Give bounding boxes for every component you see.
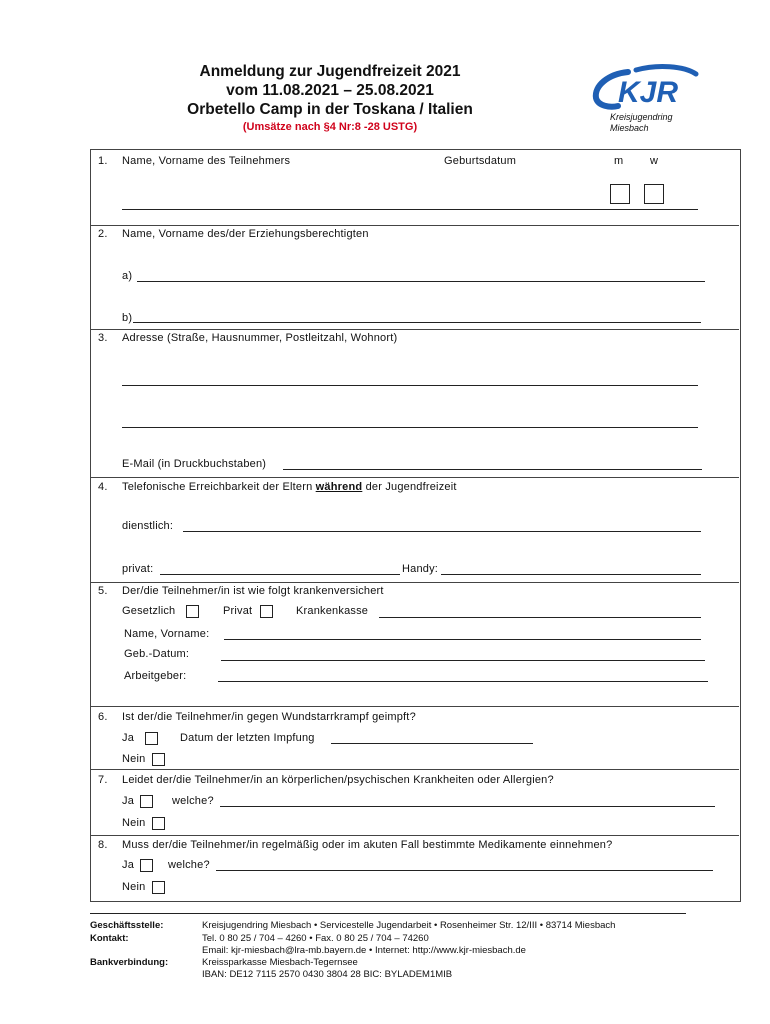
employer-label: Arbeitgeber: bbox=[124, 670, 187, 682]
footer-email: Email: kjr-miesbach@lra-mb.bayern.de • Internet: http://www.kjr-miesbach.de bbox=[202, 945, 526, 956]
phone-work-field[interactable] bbox=[183, 531, 701, 532]
kjr-logo bbox=[588, 62, 718, 140]
medication-no-checkbox[interactable] bbox=[152, 881, 165, 894]
section-3-number: 3. bbox=[98, 332, 108, 344]
medication-yes-checkbox[interactable] bbox=[140, 859, 153, 872]
tetanus-no-label: Nein bbox=[122, 753, 146, 765]
medication-which-field[interactable] bbox=[216, 870, 713, 871]
kjr-logo-mark-icon bbox=[588, 62, 718, 112]
section-divider bbox=[90, 769, 739, 770]
section-divider bbox=[90, 582, 739, 583]
illness-no-label: Nein bbox=[122, 817, 146, 829]
phone-private-label: privat: bbox=[122, 563, 154, 575]
gender-w-label: w bbox=[650, 155, 659, 167]
section-2-label: Name, Vorname des/der Erziehungsberechtigten bbox=[122, 228, 369, 240]
section-4-label: Telefonische Erreichbarkeit der Eltern während der Jugendfreizeit bbox=[122, 481, 457, 493]
section-divider bbox=[90, 835, 739, 836]
section-8-label: Muss der/die Teilnehmer/in regelmäßig oder im akuten Fall bestimmte Medikamente einnehmen? bbox=[122, 839, 613, 851]
private-insurance-checkbox[interactable] bbox=[260, 605, 273, 618]
employer-field[interactable] bbox=[218, 681, 708, 682]
email-label: E-Mail (in Druckbuchstaben) bbox=[122, 458, 267, 470]
insurer-label: Krankenkasse bbox=[296, 605, 369, 617]
private-insurance-label: Privat bbox=[223, 605, 253, 617]
footer-phone: Tel. 0 80 25 / 704 – 4260 • Fax. 0 80 25 / 704 – 74260 bbox=[202, 933, 429, 944]
tetanus-no-checkbox[interactable] bbox=[152, 753, 165, 766]
illness-yes-checkbox[interactable] bbox=[140, 795, 153, 808]
medication-no-label: Nein bbox=[122, 881, 146, 893]
gender-m-checkbox[interactable] bbox=[610, 184, 630, 204]
section-1-label: Name, Vorname des Teilnehmers bbox=[122, 155, 291, 167]
logo-text-line1: Kreisjugendring bbox=[610, 112, 673, 122]
birthdate-label: Geburtsdatum bbox=[444, 155, 517, 167]
section-divider bbox=[90, 329, 739, 330]
footer-bank-name: Kreissparkasse Miesbach-Tegernsee bbox=[202, 957, 358, 968]
address-line-1-field[interactable] bbox=[122, 385, 698, 386]
gender-w-checkbox[interactable] bbox=[644, 184, 664, 204]
section-divider bbox=[90, 706, 739, 707]
section-1-number: 1. bbox=[98, 155, 108, 167]
email-field[interactable] bbox=[283, 469, 702, 470]
insured-birthdate-label: Geb.-Datum: bbox=[124, 648, 190, 660]
statutory-checkbox[interactable] bbox=[186, 605, 199, 618]
guardian-a-label: a) bbox=[122, 270, 133, 282]
section-5-number: 5. bbox=[98, 585, 108, 597]
insurer-field[interactable] bbox=[379, 617, 701, 618]
tetanus-yes-checkbox[interactable] bbox=[145, 732, 158, 745]
footer-bank-key: Bankverbindung: bbox=[90, 957, 169, 968]
illness-no-checkbox[interactable] bbox=[152, 817, 165, 830]
medication-yes-label: Ja bbox=[122, 859, 135, 871]
illness-which-label: welche? bbox=[172, 795, 214, 807]
section-8-number: 8. bbox=[98, 839, 108, 851]
illness-yes-label: Ja bbox=[122, 795, 135, 807]
form-subtitle: (Umsätze nach §4 Nr:8 -28 USTG) bbox=[242, 121, 418, 133]
statutory-label: Gesetzlich bbox=[122, 605, 176, 617]
guardian-b-label: b) bbox=[122, 312, 133, 324]
insured-name-field[interactable] bbox=[224, 639, 701, 640]
section-7-label: Leidet der/die Teilnehmer/in an körperlichen/psychischen Krankheiten oder Allergien? bbox=[122, 774, 554, 786]
footer-contact-key: Kontakt: bbox=[90, 933, 129, 944]
section-divider bbox=[90, 225, 739, 226]
address-line-2-field[interactable] bbox=[122, 427, 698, 428]
footer-office-key: Geschäftsstelle: bbox=[90, 920, 164, 931]
logo-text-line2: Miesbach bbox=[610, 123, 649, 133]
footer-rule bbox=[90, 913, 686, 914]
phone-work-label: dienstlich: bbox=[122, 520, 174, 532]
form-dates: vom 11.08.2021 – 25.08.2021 bbox=[226, 82, 434, 99]
section-2-number: 2. bbox=[98, 228, 108, 240]
section-7-number: 7. bbox=[98, 774, 108, 786]
medication-which-label: welche? bbox=[168, 859, 210, 871]
guardian-b-field[interactable] bbox=[133, 322, 701, 323]
footer-iban: IBAN: DE12 7115 2570 0430 3804 28 BIC: BYLADEM1MIB bbox=[202, 969, 453, 980]
vaccination-date-field[interactable] bbox=[331, 743, 533, 744]
insured-birthdate-field[interactable] bbox=[221, 660, 705, 661]
footer-office-value: Kreisjugendring Miesbach • Servicestelle Jugendarbeit • Rosenheimer Str. 12/III • 83714 Miesbach bbox=[202, 920, 616, 931]
form-title: Anmeldung zur Jugendfreizeit 2021 bbox=[199, 63, 461, 80]
illness-which-field[interactable] bbox=[220, 806, 715, 807]
gender-m-label: m bbox=[614, 155, 624, 167]
vaccination-date-label: Datum der letzten Impfung bbox=[180, 732, 315, 744]
mobile-label: Handy: bbox=[402, 563, 439, 575]
form-frame bbox=[90, 149, 741, 902]
mobile-field[interactable] bbox=[441, 574, 701, 575]
form-location: Orbetello Camp in der Toskana / Italien bbox=[187, 101, 473, 118]
svg-text:KJR: KJR bbox=[618, 76, 679, 109]
section-6-number: 6. bbox=[98, 711, 108, 723]
section-divider bbox=[90, 477, 739, 478]
emphasis-during: während bbox=[315, 481, 363, 493]
participant-name-field[interactable] bbox=[122, 209, 698, 210]
section-6-label: Ist der/die Teilnehmer/in gegen Wundstarrkrampf geimpft? bbox=[122, 711, 416, 723]
section-4-number: 4. bbox=[98, 481, 108, 493]
phone-private-field[interactable] bbox=[160, 574, 400, 575]
insured-name-label: Name, Vorname: bbox=[124, 628, 210, 640]
section-5-label: Der/die Teilnehmer/in ist wie folgt krankenversichert bbox=[122, 585, 384, 597]
section-3-label: Adresse (Straße, Hausnummer, Postleitzahl, Wohnort) bbox=[122, 332, 398, 344]
guardian-a-field[interactable] bbox=[137, 281, 705, 282]
tetanus-yes-label: Ja bbox=[122, 732, 135, 744]
